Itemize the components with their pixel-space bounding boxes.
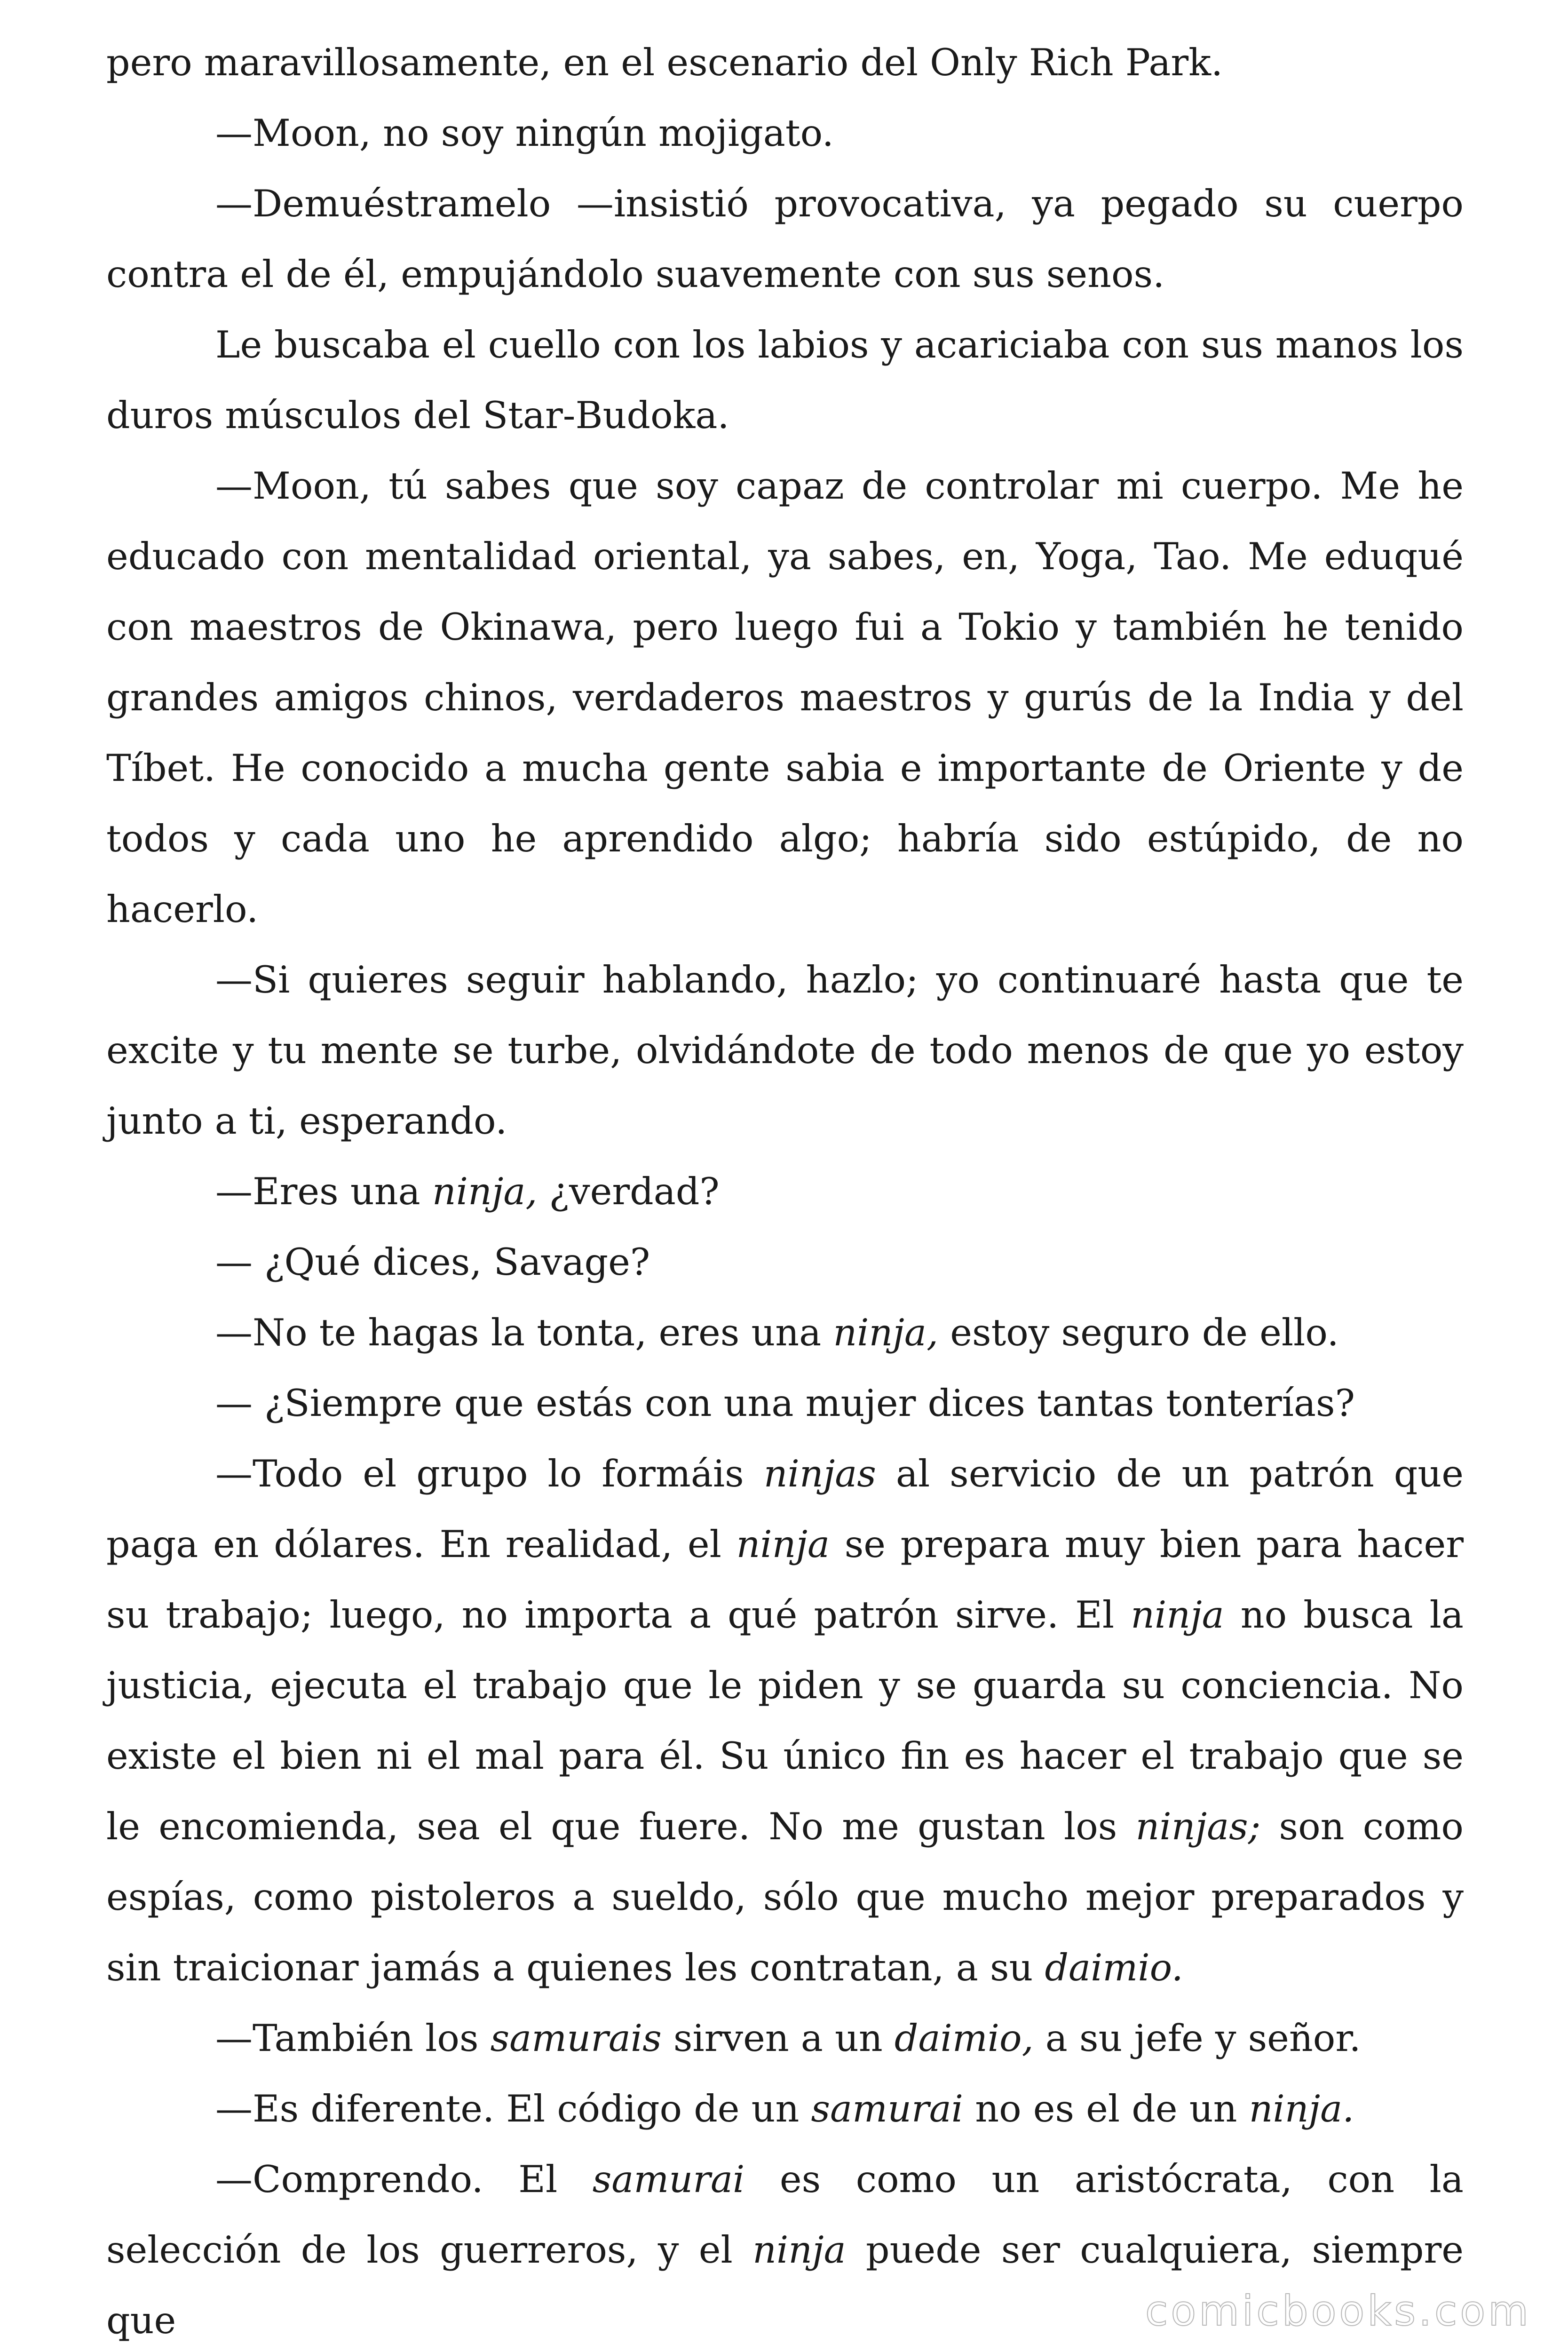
text-run: a su jefe y señor. xyxy=(1033,2017,1361,2060)
italic-text: ninja. xyxy=(1249,2087,1354,2130)
text-run: —Eres una xyxy=(215,1170,432,1213)
text-run: —Moon, tú sabes que soy capaz de controlar mi cuerpo. Me he educado con mentalidad oriental, ya sabes, en, Yoga, Tao. Me eduqué con maestros de Okinawa, pero luego fui a Tokio y también he tenido grandes amigos chinos, verdaderos maestros y gurús de la India y del Tíbet. He conocido a mucha gente sabia e importante de Oriente y de todos y cada uno he aprendido algo; habría sido estúpido, de no hacerlo. xyxy=(106,464,1464,931)
text-run: —Moon, no soy ningún mojigato. xyxy=(215,111,834,155)
paragraph xyxy=(106,2074,1464,2144)
paragraph xyxy=(106,945,1464,1156)
text-run: — ¿Qué dices, Savage? xyxy=(215,1240,650,1284)
text-run: Le buscaba el cuello con los labios y acariciaba con sus manos los duros músculos del Star-Budoka. xyxy=(106,323,1464,437)
paragraph xyxy=(106,310,1464,451)
italic-text: ninja, xyxy=(432,1170,538,1213)
italic-text: ninjas; xyxy=(1135,1805,1261,1848)
text-run: ¿verdad? xyxy=(537,1170,720,1213)
text-run: puede ser cualquiera, siempre que xyxy=(106,2228,1464,2342)
text-run: — ¿Siempre que estás con una mujer dices tantas tonterías? xyxy=(215,1382,1355,1425)
paragraph xyxy=(106,451,1464,945)
paragraph xyxy=(106,27,1464,98)
paragraph xyxy=(106,1438,1464,2003)
text-run: sirven a un xyxy=(661,2017,895,2060)
text-run: no es el de un xyxy=(963,2087,1249,2130)
text-run: al servicio de un patrón que paga en dólares. En realidad, el xyxy=(106,1452,1464,1566)
paragraph xyxy=(106,1156,1464,1227)
paragraph xyxy=(106,1368,1464,1438)
text-run: es como un aristócrata, con la selección de los guerreros, y el xyxy=(106,2158,1464,2272)
italic-text: ninja xyxy=(736,1523,830,1566)
text-run: pero maravillosamente, en el escenario del Only Rich Park. xyxy=(106,41,1223,84)
italic-text: daimio. xyxy=(1045,1946,1183,1989)
text-run: —Si quieres seguir hablando, hazlo; yo continuaré hasta que te excite y tu mente se turbe, olvidándote de todo menos de que yo estoy junto a ti, esperando. xyxy=(106,958,1464,1143)
italic-text: ninja xyxy=(752,2228,846,2272)
text-run: estoy seguro de ello. xyxy=(938,1311,1339,1354)
italic-text: daimio, xyxy=(894,2017,1034,2060)
italic-text: ninjas xyxy=(763,1452,876,1495)
italic-text: samurais xyxy=(490,2017,662,2060)
paragraph xyxy=(106,1297,1464,1368)
text-run: —Todo el grupo lo formáis xyxy=(215,1452,764,1495)
italic-text: ninja, xyxy=(833,1311,939,1354)
text-run: —Es diferente. El código de un xyxy=(215,2087,811,2130)
italic-text: samurai xyxy=(592,2158,745,2201)
text-run: —No te hagas la tonta, eres una xyxy=(215,1311,833,1354)
text-run: no busca la justicia, ejecuta el trabajo que le piden y se guarda su conciencia. No existe el bien ni el mal para él. Su único fin es hacer el trabajo que se le encomienda, sea el que fuere. No me gustan los xyxy=(106,1593,1464,1848)
paragraph xyxy=(106,98,1464,168)
text-run: se prepara muy bien para hacer su trabajo; luego, no importa a qué patrón sirve. El xyxy=(106,1523,1464,1637)
italic-text: samurai xyxy=(811,2087,964,2130)
italic-text: ninja xyxy=(1131,1593,1224,1637)
text-run: —Comprendo. El xyxy=(215,2158,593,2201)
paragraph xyxy=(106,168,1464,310)
paragraph xyxy=(106,1227,1464,1297)
paragraph xyxy=(106,2003,1464,2074)
text-run: —También los xyxy=(215,2017,491,2060)
book-page xyxy=(106,27,1464,2352)
text-run: —Demuéstramelo —insistió provocativa, ya pegado su cuerpo contra el de él, empujándolo suavemente con sus senos. xyxy=(106,182,1464,296)
text-run: son como espías, como pistoleros a sueldo, sólo que mucho mejor preparados y sin traicionar jamás a quienes les contratan, a su xyxy=(106,1805,1464,1989)
watermark: comicbooks.com xyxy=(1145,2287,1531,2335)
